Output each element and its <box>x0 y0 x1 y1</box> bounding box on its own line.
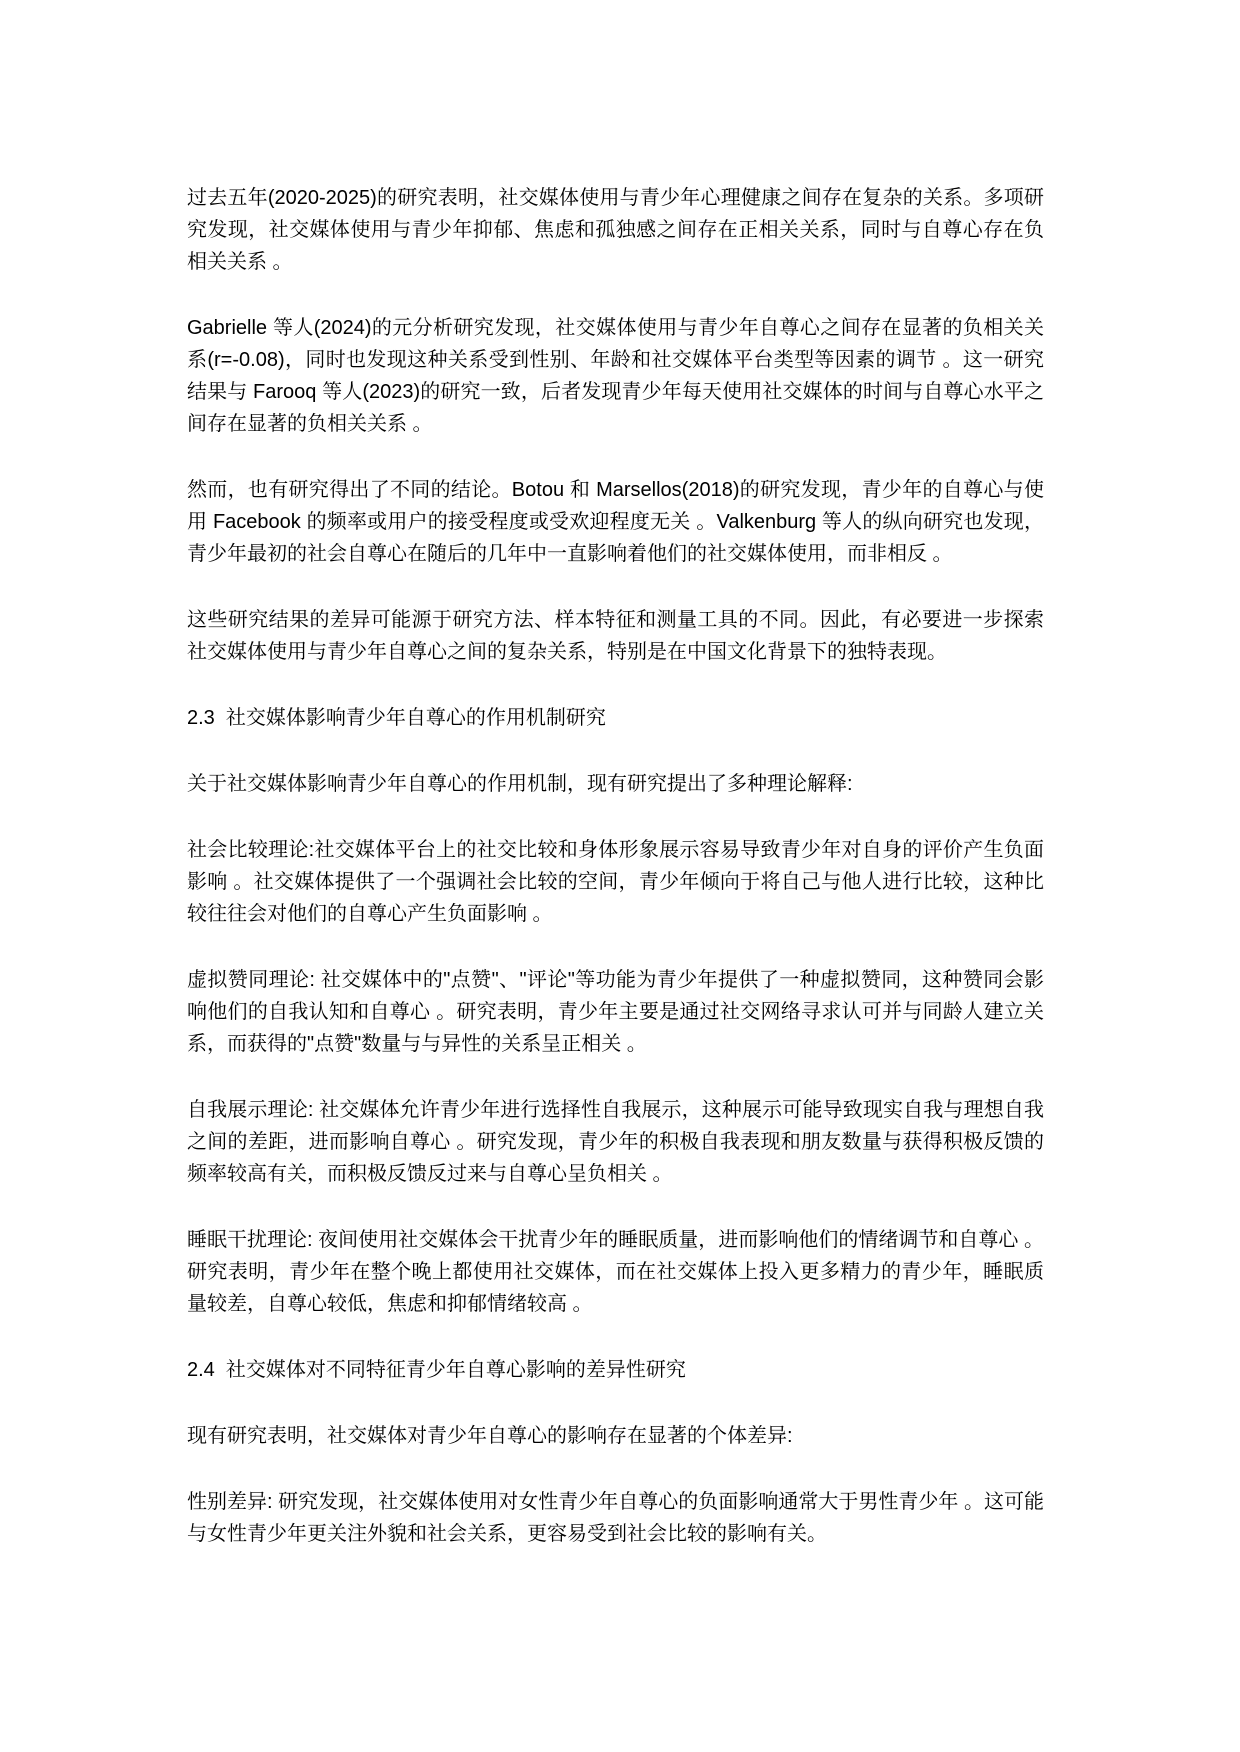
paragraph: 自我展示理论: 社交媒体允许青少年进行选择性自我展示，这种展示可能导致现实自我与理想自我之间的差距，进而影响自尊心 。研究发现，青少年的积极自我表现和朋友数量与获得积极反馈的频率较高有关，而积极反馈反过来与自尊心呈负相关 。 <box>187 1099 1044 1185</box>
section-heading: 2.3 社交媒体影响青少年自尊心的作用机制研究 <box>187 707 606 729</box>
paragraph: 现有研究表明，社交媒体对青少年自尊心的影响存在显著的个体差异: <box>187 1425 793 1447</box>
paragraph: 性别差异: 研究发现，社交媒体使用对女性青少年自尊心的负面影响通常大于男性青少年 。这可能与女性青少年更关注外貌和社会关系，更容易受到社会比较的影响有关。 <box>187 1491 1044 1545</box>
paragraph: 关于社交媒体影响青少年自尊心的作用机制，现有研究提出了多种理论解释: <box>187 773 853 795</box>
paragraph: 虚拟赞同理论: 社交媒体中的"点赞"、"评论"等功能为青少年提供了一种虚拟赞同，这种赞同会影响他们的自我认知和自尊心 。研究表明，青少年主要是通过社交网络寻求认可并与同龄人建立关系，而获得的"点赞"数量与与异性的关系呈正相关 。 <box>187 969 1044 1055</box>
paragraph: 睡眠干扰理论: 夜间使用社交媒体会干扰青少年的睡眠质量，进而影响他们的情绪调节和自尊心 。研究表明，青少年在整个晚上都使用社交媒体，而在社交媒体上投入更多精力的青少年，睡眠质量较差，自尊心较低，焦虑和抑郁情绪较高 。 <box>187 1229 1044 1315</box>
document-content <box>187 182 1044 1550</box>
paragraph: 这些研究结果的差异可能源于研究方法、样本特征和测量工具的不同。因此，有必要进一步探索社交媒体使用与青少年自尊心之间的复杂关系，特别是在中国文化背景下的独特表现。 <box>187 609 1044 663</box>
paragraph: 社会比较理论:社交媒体平台上的社交比较和身体形象展示容易导致青少年对自身的评价产生负面影响 。社交媒体提供了一个强调社会比较的空间，青少年倾向于将自己与他人进行比较，这种比较往往会对他们的自尊心产生负面影响 。 <box>187 839 1044 925</box>
paragraph: Gabrielle 等人(2024)的元分析研究发现，社交媒体使用与青少年自尊心之间存在显著的负相关关系(r=-0.08)，同时也发现这种关系受到性别、年龄和社交媒体平台类型等因素的调节 。这一研究结果与 Farooq 等人(2023)的研究一致，后者发现青少年每天使用社交媒体的时间与自尊心水平之间存在显著的负相关关系 。 <box>187 317 1044 435</box>
paragraph: 过去五年(2020-2025)的研究表明，社交媒体使用与青少年心理健康之间存在复杂的关系。多项研究发现，社交媒体使用与青少年抑郁、焦虑和孤独感之间存在正相关关系，同时与自尊心存在负相关关系 。 <box>187 187 1044 273</box>
paragraph: 然而，也有研究得出了不同的结论。Botou 和 Marsellos(2018)的研究发现，青少年的自尊心与使用 Facebook 的频率或用户的接受程度或受欢迎程度无关 。Valkenburg 等人的纵向研究也发现，青少年最初的社会自尊心在随后的几年中一直影响着他们的社交媒体使用，而非相反 。 <box>187 479 1044 565</box>
section-heading: 2.4 社交媒体对不同特征青少年自尊心影响的差异性研究 <box>187 1359 686 1381</box>
